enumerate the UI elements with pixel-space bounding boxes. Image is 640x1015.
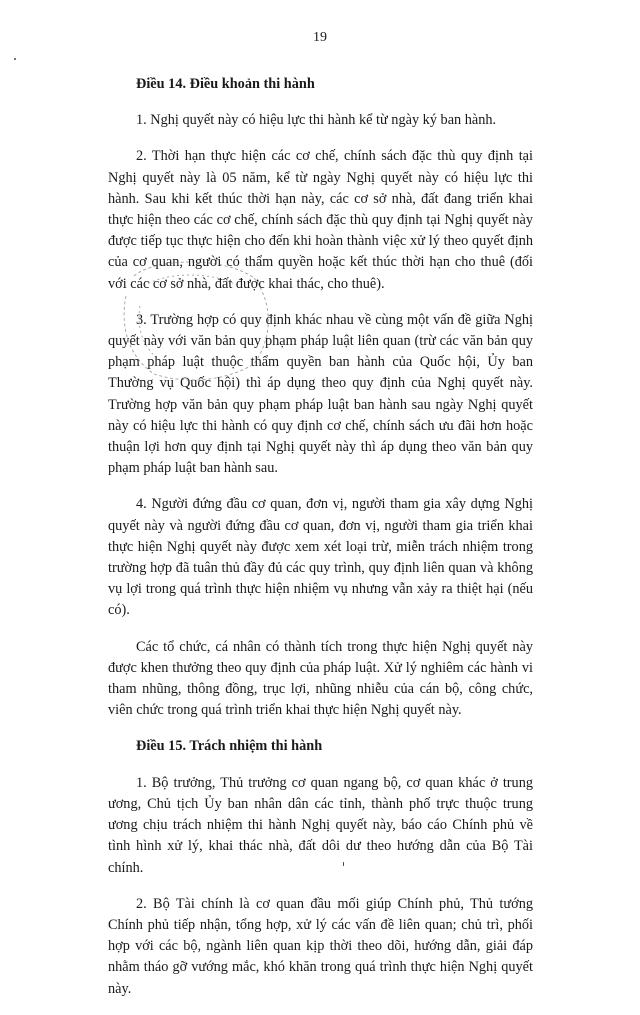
- article-15-title: Điều 15. Trách nhiệm thi hành: [136, 738, 323, 755]
- article-14-clause-2: 2. Thời hạn thực hiện các cơ chế, chính sách đặc thù quy định tại Nghị quyết này là 05 năm, kể từ ngày Nghị quyết này có hiệu lực thi hành. Sau khi kết thúc thời hạn này, các cơ sở nhà, đất đang triển khai thực hiện theo các cơ chế, chính sách đặc thù quy định tại Nghị quyết này được tiếp tục thực hiện cho đến khi hoàn thành việc xử lý theo quyết định của cơ quan, người có thẩm quyền hoặc kết thúc thời hạn cho thuê (đối với các cơ sở nhà, đất được khai thác, cho thuê).: [108, 148, 533, 292]
- article-14-clause-1: 1. Nghị quyết này có hiệu lực thi hành kể từ ngày ký ban hành.: [136, 112, 497, 129]
- article-14-title: Điều 14. Điều khoản thi hành: [136, 76, 315, 92]
- article-15-clause-1: 1. Bộ trưởng, Thủ trưởng cơ quan ngang bộ, cơ quan khác ở trung ương, Chủ tịch Ủy ban nhân dân các tỉnh, thành phố trực thuộc trung ương chịu trách nhiệm thi hành Nghị quyết này, báo cáo Chính phủ về tình hình xử lý, khai thác nhà, đất dôi dư theo hướng dẫn của Bộ Tài chính.: [108, 774, 533, 876]
- article-14-clause-4: 4. Người đứng đầu cơ quan, đơn vị, người tham gia xây dựng Nghị quyết này và người đứng đầu cơ quan, đơn vị, người tham gia triển khai thực hiện Nghị quyết này được xem xét loại trừ, miễn trách nhiệm trong trường hợp đã tuân thủ đầy đủ các quy trình, quy định liên quan và không vụ lợi trong quá trình thực hiện nhiệm vụ nhưng vẫn xảy ra thiệt hại (nếu có).: [108, 496, 533, 619]
- page-number: 19: [313, 30, 327, 45]
- article-14-clause-3: 3. Trường hợp có quy định khác nhau về cùng một vấn đề giữa Nghị quyết này với văn bản quy phạm pháp luật liên quan (trừ các văn bản quy phạm pháp luật thuộc thẩm quyền ban hành của Quốc hội, Ủy ban Thường vụ Quốc hội) thì áp dụng theo quy định của Nghị quyết này. Trường hợp văn bản quy phạm pháp luật ban hành sau ngày Nghị quyết này có hiệu lực thi hành có quy định cơ chế, chính sách ưu đãi hơn hoặc thuận lợi hơn quy định tại Nghị quyết này thì áp dụng theo văn bản quy phạm pháp luật ban hành sau.: [108, 311, 533, 477]
- article-14-rewards-paragraph: Các tổ chức, cá nhân có thành tích trong thực hiện Nghị quyết này được khen thưởng theo quy định của pháp luật. Xử lý nghiêm các hành vi tham nhũng, thông đồng, trục lợi, nhũng nhiễu của cán bộ, công chức, viên chức trong quá trình triển khai thực hiện Nghị quyết này.: [108, 638, 533, 719]
- scan-speck: [14, 58, 16, 60]
- article-15-clause-2: 2. Bộ Tài chính là cơ quan đầu mối giúp Chính phủ, Thủ tướng Chính phủ tiếp nhận, tổng hợp, xử lý các vấn đề liên quan; chủ trì, phối hợp với các bộ, ngành liên quan kịp thời theo dõi, hướng dẫn, giải đáp nhằm tháo gỡ vướng mắc, khó khăn trong quá trình thực hiện Nghị quyết này.: [108, 895, 533, 997]
- document-body: [108, 74, 533, 1015]
- scan-speck: [343, 862, 344, 866]
